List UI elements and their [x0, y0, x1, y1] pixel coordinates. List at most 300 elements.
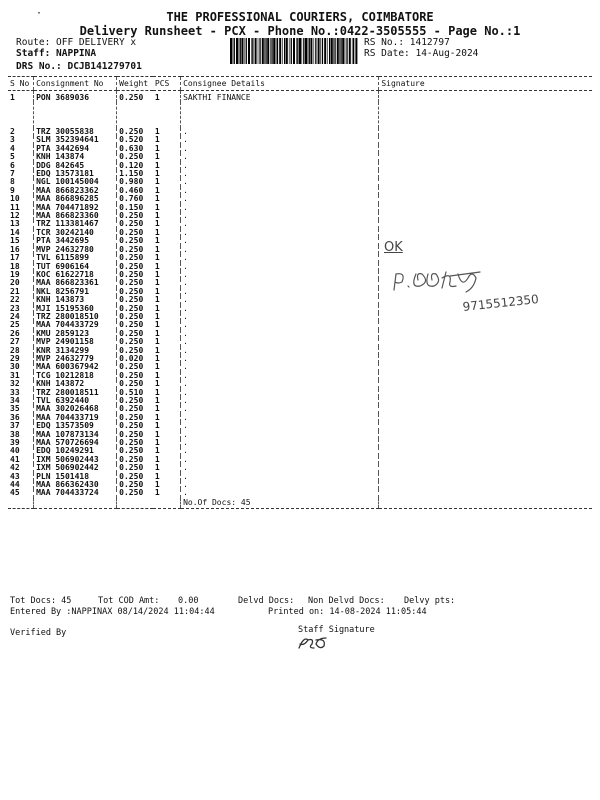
- table-row: [8, 212, 592, 220]
- barcode-bar: [233, 38, 234, 64]
- table-row: [8, 263, 592, 271]
- footer-cell: [117, 498, 153, 509]
- row-weight: 0.250: [117, 439, 153, 447]
- row-pcs: 1: [154, 245, 160, 254]
- barcode-bar: [258, 38, 259, 64]
- barcode-bar: [251, 38, 252, 64]
- col-header-pcs: PCS: [153, 77, 181, 91]
- barcode-bar: [291, 38, 292, 64]
- row-weight: 0.250: [117, 229, 153, 237]
- row-consignee: .: [181, 279, 379, 287]
- row-pcs: 1: [154, 220, 160, 229]
- barcode-bar: [327, 38, 328, 64]
- row-consignment-no: MAA 107873134: [34, 431, 117, 439]
- barcode-bar: [320, 38, 321, 64]
- row-weight: 0.250: [117, 481, 153, 489]
- row-signature-cell: [379, 321, 592, 329]
- row-pcs: 1: [154, 237, 160, 246]
- row-pcs: 1: [154, 279, 160, 288]
- row-pcs: 1: [154, 170, 160, 179]
- row-consignment-no: MAA 704433719: [34, 414, 117, 422]
- row-weight: 0.250: [117, 212, 153, 220]
- footer-cell: [8, 498, 34, 509]
- row-sno: 20: [10, 279, 20, 288]
- table-row: [8, 204, 592, 212]
- row-pcs: 1: [154, 136, 160, 145]
- row-weight: 0.250: [117, 414, 153, 422]
- row-consignment-no: TRZ 280018511: [34, 389, 117, 397]
- row-weight: 0.250: [117, 296, 153, 304]
- row-sno: 36: [10, 413, 20, 422]
- barcode-bar: [276, 38, 277, 64]
- barcode-bar: [252, 38, 253, 64]
- handwritten-phone: 9715512350: [462, 292, 540, 314]
- row-signature-cell: [379, 414, 592, 422]
- row-sno: 38: [10, 430, 20, 439]
- row-consignee: .: [181, 229, 379, 237]
- row-weight: 0.250: [117, 91, 153, 103]
- row-signature-cell: [379, 447, 592, 455]
- row-consignee: .: [181, 456, 379, 464]
- row-consignment-no: TCG 10212818: [34, 372, 117, 380]
- row-signature-cell: [379, 145, 592, 153]
- row-weight: 0.250: [117, 313, 153, 321]
- tot-cod-value: 0.00: [178, 596, 199, 606]
- row-sno: 3: [10, 136, 15, 145]
- row-consignment-no: KNH 143873: [34, 296, 117, 304]
- row-consignee: .: [181, 380, 379, 388]
- barcode-bar: [270, 38, 271, 64]
- row-consignment-no: IXM 506902443: [34, 456, 117, 464]
- row-pcs: 1: [154, 203, 160, 212]
- row-sno: 33: [10, 388, 20, 397]
- barcode-bar: [337, 38, 339, 64]
- row-pcs: 1: [154, 195, 160, 204]
- table-row: [8, 338, 592, 346]
- row-consignee: .: [181, 187, 379, 195]
- row-signature-cell: [379, 178, 592, 186]
- footer-cell: [379, 498, 592, 509]
- row-weight: 0.250: [117, 372, 153, 380]
- barcode-bar: [355, 38, 357, 64]
- row-pcs: 1: [154, 363, 160, 372]
- row-weight: 0.250: [117, 347, 153, 355]
- row-signature-cell: [379, 464, 592, 472]
- table-row: [8, 330, 592, 338]
- row-consignee: .: [181, 288, 379, 296]
- row-weight: 0.460: [117, 187, 153, 195]
- barcode-bar: [282, 38, 283, 64]
- table-row: [8, 456, 592, 464]
- row-consignee: .: [181, 489, 379, 497]
- barcode-bar: [255, 38, 257, 64]
- row-sno: 4: [10, 144, 15, 153]
- row-signature-cell: [379, 91, 592, 103]
- row-pcs: 1: [154, 447, 160, 456]
- barcode-bar: [302, 38, 303, 64]
- barcode-bar: [239, 38, 240, 64]
- row-signature-cell: [379, 212, 592, 220]
- row-sno: 8: [10, 178, 15, 187]
- row-consignment-no: KNR 3134299: [34, 347, 117, 355]
- barcode-bar: [310, 38, 312, 64]
- barcode-bar: [322, 38, 323, 64]
- row-weight: 0.150: [117, 204, 153, 212]
- row-signature-cell: [379, 128, 592, 136]
- row-weight: 0.250: [117, 338, 153, 346]
- row-weight: 0.250: [117, 330, 153, 338]
- row-sno: 17: [10, 254, 20, 263]
- row-sno: 32: [10, 380, 20, 389]
- row-consignment-no: TRZ 280018510: [34, 313, 117, 321]
- table-spacer-row: [8, 102, 592, 128]
- row-consignee: .: [181, 397, 379, 405]
- table-row: [8, 481, 592, 489]
- row-consignee: .: [181, 422, 379, 430]
- row-weight: 0.250: [117, 321, 153, 329]
- barcode-bar: [244, 38, 245, 64]
- row-consignment-no: PON 3689036: [34, 91, 117, 103]
- barcode-bar: [346, 38, 347, 64]
- row-signature-cell: [379, 162, 592, 170]
- row-consignee: .: [181, 204, 379, 212]
- table-row: [8, 237, 592, 245]
- row-sno: 7: [10, 170, 15, 179]
- row-sno: 23: [10, 304, 20, 313]
- row-pcs: 1: [154, 287, 160, 296]
- row-pcs: 1: [154, 354, 160, 363]
- barcode-bar: [352, 38, 353, 64]
- row-signature-cell: [379, 439, 592, 447]
- row-pcs: 1: [154, 329, 160, 338]
- barcode-bar: [315, 38, 316, 64]
- row-pcs: 1: [154, 380, 160, 389]
- row-consignment-no: MJI 15195360: [34, 305, 117, 313]
- row-sno: 26: [10, 329, 20, 338]
- row-weight: 0.250: [117, 271, 153, 279]
- col-header-sno: S No: [8, 77, 34, 91]
- barcode-bar: [236, 38, 238, 64]
- row-weight: 1.150: [117, 170, 153, 178]
- row-signature-cell: [379, 405, 592, 413]
- handwritten-ok: OK: [384, 240, 403, 255]
- row-consignment-no: NKL 8256791: [34, 288, 117, 296]
- row-consignee: .: [181, 212, 379, 220]
- row-consignee: .: [181, 405, 379, 413]
- row-signature-cell: [379, 422, 592, 430]
- table-row: [8, 246, 592, 254]
- table-row: [8, 91, 592, 103]
- row-pcs: 1: [154, 178, 160, 187]
- row-consignment-no: TVL 6115899: [34, 254, 117, 262]
- row-signature-cell: [379, 397, 592, 405]
- row-consignee: .: [181, 220, 379, 228]
- tot-cod-label: Tot COD Amt:: [98, 596, 160, 606]
- barcode-bar: [262, 38, 264, 64]
- row-consignment-no: EDQ 13573181: [34, 170, 117, 178]
- row-pcs: 1: [154, 371, 160, 380]
- row-consignee: .: [181, 447, 379, 455]
- row-pcs: 1: [154, 489, 160, 498]
- row-sno: 34: [10, 397, 20, 405]
- row-consignment-no: TCR 30242140: [34, 229, 117, 237]
- barcode-bar: [246, 38, 247, 64]
- table-row: [8, 128, 592, 136]
- row-weight: 0.250: [117, 128, 153, 136]
- row-consignment-no: MVP 24632780: [34, 246, 117, 254]
- barcode-bar: [277, 38, 278, 64]
- row-sno: 42: [10, 464, 20, 473]
- row-pcs: 1: [154, 228, 160, 237]
- row-pcs: 1: [154, 321, 160, 330]
- row-consignment-no: EDQ 10249291: [34, 447, 117, 455]
- row-sno: 25: [10, 321, 20, 330]
- row-signature-cell: [379, 313, 592, 321]
- row-sno: 18: [10, 262, 20, 271]
- row-consignee: .: [181, 363, 379, 371]
- barcode-bar: [286, 38, 288, 64]
- table-row: [8, 447, 592, 455]
- barcode: [230, 38, 358, 64]
- row-signature-cell: [379, 204, 592, 212]
- row-sno: 11: [10, 203, 20, 212]
- table-row: [8, 464, 592, 472]
- table-row: [8, 162, 592, 170]
- row-consignment-no: SLM 352394641: [34, 136, 117, 144]
- row-pcs: 1: [154, 439, 160, 448]
- row-consignment-no: PLN 1501418: [34, 473, 117, 481]
- table-header-row: [8, 77, 592, 91]
- row-signature-cell: [379, 481, 592, 489]
- row-sno: 6: [10, 161, 15, 170]
- row-consignee: .: [181, 128, 379, 136]
- barcode-bar: [305, 38, 307, 64]
- row-weight: 0.760: [117, 195, 153, 203]
- table-row: [8, 431, 592, 439]
- row-consignee: .: [181, 414, 379, 422]
- row-consignment-no: MAA 570726694: [34, 439, 117, 447]
- row-consignee: .: [181, 246, 379, 254]
- row-consignment-no: DDG 842645: [34, 162, 117, 170]
- printed-on: Printed on: 14-08-2024 11:05:44: [268, 607, 427, 617]
- row-signature-cell: [379, 380, 592, 388]
- table-row: [8, 187, 592, 195]
- row-pcs: 1: [154, 144, 160, 153]
- table-row: [8, 422, 592, 430]
- row-consignment-no: KNH 143872: [34, 380, 117, 388]
- row-weight: 0.250: [117, 473, 153, 481]
- barcode-bar: [303, 38, 304, 64]
- row-consignment-no: KOC 61622718: [34, 271, 117, 279]
- barcode-bar: [331, 38, 333, 64]
- row-signature-cell: [379, 355, 592, 363]
- row-pcs: 1: [154, 481, 160, 490]
- table-row: [8, 254, 592, 262]
- footer-cell: [34, 498, 117, 509]
- rs-number: RS No.: 1412797: [364, 37, 450, 48]
- row-sno: 30: [10, 363, 20, 372]
- table-row: [8, 313, 592, 321]
- row-sno: 45: [10, 489, 20, 498]
- row-consignment-no: TRZ 113381467: [34, 220, 117, 228]
- row-consignment-no: MAA 600367942: [34, 363, 117, 371]
- company-title: THE PROFESSIONAL COURIERS, COIMBATORE: [166, 10, 434, 24]
- row-consignee: .: [181, 464, 379, 472]
- barcode-bar: [329, 38, 330, 64]
- spacer-cell: [379, 102, 592, 128]
- barcode-bar: [273, 38, 275, 64]
- barcode-bar: [324, 38, 326, 64]
- table-row: [8, 195, 592, 203]
- row-consignment-no: TVL 6392440: [34, 397, 117, 405]
- row-consignee: .: [181, 330, 379, 338]
- barcode-bar: [241, 38, 243, 64]
- table-row: [8, 372, 592, 380]
- row-sno: 27: [10, 338, 20, 347]
- barcode-bar: [289, 38, 290, 64]
- staff-signature-label: Staff Signature: [298, 625, 375, 635]
- row-consignee: .: [181, 431, 379, 439]
- tot-docs: Tot Docs: 45: [10, 596, 72, 606]
- row-consignee: .: [181, 153, 379, 161]
- row-sno: 1: [10, 93, 15, 102]
- barcode-bar: [296, 38, 297, 64]
- row-consignment-no: TRZ 30055838: [34, 128, 117, 136]
- row-signature-cell: [379, 254, 592, 262]
- row-weight: 0.250: [117, 237, 153, 245]
- table-row: [8, 220, 592, 228]
- staff-label: Staff: NAPPINA: [16, 48, 97, 59]
- col-header-consignment: Consignment No: [34, 77, 117, 91]
- row-consignment-no: MAA 866823362: [34, 187, 117, 195]
- table-footer-row: [8, 498, 592, 509]
- row-pcs: 1: [154, 455, 160, 464]
- footer-cell: [153, 498, 181, 509]
- table-row: [8, 271, 592, 279]
- row-weight: 0.250: [117, 263, 153, 271]
- barcode-bar: [349, 38, 351, 64]
- row-weight: 0.250: [117, 288, 153, 296]
- row-weight: 0.250: [117, 254, 153, 262]
- row-consignee: .: [181, 313, 379, 321]
- table-row: [8, 355, 592, 363]
- row-signature-cell: [379, 456, 592, 464]
- barcode-bar: [234, 38, 235, 64]
- row-signature-cell: [379, 363, 592, 371]
- row-sno: 37: [10, 422, 20, 431]
- row-weight: 0.250: [117, 489, 153, 497]
- staff-signature-mark: [296, 634, 330, 652]
- table-row: [8, 389, 592, 397]
- table-row: [8, 153, 592, 161]
- spacer-cell: [8, 102, 34, 128]
- row-consignment-no: MAA 866823360: [34, 212, 117, 220]
- row-pcs: 1: [154, 388, 160, 397]
- row-weight: 0.250: [117, 363, 153, 371]
- barcode-bar: [279, 38, 281, 64]
- row-pcs: 1: [154, 312, 160, 321]
- row-consignee: .: [181, 195, 379, 203]
- row-consignment-no: MAA 866896285: [34, 195, 117, 203]
- row-consignment-no: KNH 143874: [34, 153, 117, 161]
- row-consignee: .: [181, 178, 379, 186]
- barcode-bar: [334, 38, 335, 64]
- row-pcs: 1: [154, 472, 160, 481]
- barcode-bar: [297, 38, 298, 64]
- row-sno: 40: [10, 447, 20, 456]
- barcode-bar: [259, 38, 260, 64]
- table-row: [8, 439, 592, 447]
- row-consignee: .: [181, 321, 379, 329]
- row-weight: 0.980: [117, 178, 153, 186]
- row-sno: 5: [10, 153, 15, 162]
- row-pcs: 1: [154, 430, 160, 439]
- row-consignment-no: TUT 6906164: [34, 263, 117, 271]
- row-signature-cell: [379, 489, 592, 497]
- row-consignee: .: [181, 162, 379, 170]
- row-consignee: .: [181, 237, 379, 245]
- row-consignment-no: MAA 704433724: [34, 489, 117, 497]
- row-pcs: 1: [154, 405, 160, 414]
- row-signature-cell: [379, 170, 592, 178]
- drs-number: DRS No.: DCJB141279701: [16, 61, 142, 72]
- row-consignee: .: [181, 347, 379, 355]
- row-consignment-no: MAA 866362430: [34, 481, 117, 489]
- row-pcs: 1: [154, 413, 160, 422]
- barcode-bar: [309, 38, 310, 64]
- barcode-bar: [342, 38, 344, 64]
- row-weight: 0.510: [117, 389, 153, 397]
- table-row: [8, 145, 592, 153]
- barcode-bar: [240, 38, 241, 64]
- row-weight: 0.020: [117, 355, 153, 363]
- row-signature-cell: [379, 195, 592, 203]
- row-sno: 12: [10, 212, 20, 221]
- row-sno: 35: [10, 405, 20, 414]
- row-pcs: 1: [154, 128, 160, 136]
- row-signature-cell: [379, 136, 592, 144]
- row-weight: 0.520: [117, 136, 153, 144]
- verified-by: Verified By: [10, 628, 67, 638]
- row-sno: 21: [10, 287, 20, 296]
- row-consignee: .: [181, 389, 379, 397]
- row-pcs: 1: [154, 254, 160, 263]
- row-consignment-no: MVP 24901158: [34, 338, 117, 346]
- row-consignee: .: [181, 271, 379, 279]
- row-sno: 44: [10, 481, 20, 490]
- row-pcs: 1: [154, 464, 160, 473]
- row-signature-cell: [379, 187, 592, 195]
- col-header-consignee: Consignee Details: [181, 77, 379, 91]
- row-sno: 43: [10, 472, 20, 481]
- recipient-signature: [390, 266, 490, 296]
- table-row: [8, 279, 592, 287]
- spacer-cell: [181, 102, 379, 128]
- barcode-bar: [318, 38, 320, 64]
- spacer-cell: [34, 102, 117, 128]
- row-weight: 0.250: [117, 397, 153, 405]
- rs-date: RS Date: 14-Aug-2024: [364, 48, 479, 59]
- row-signature-cell: [379, 220, 592, 228]
- row-consignment-no: PTA 3442695: [34, 237, 117, 245]
- table-row: [8, 414, 592, 422]
- row-weight: 0.120: [117, 162, 153, 170]
- row-sno: 19: [10, 270, 20, 279]
- row-sno: 9: [10, 186, 15, 195]
- row-weight: 0.250: [117, 246, 153, 254]
- row-consignee: .: [181, 439, 379, 447]
- row-consignment-no: EDQ 13573509: [34, 422, 117, 430]
